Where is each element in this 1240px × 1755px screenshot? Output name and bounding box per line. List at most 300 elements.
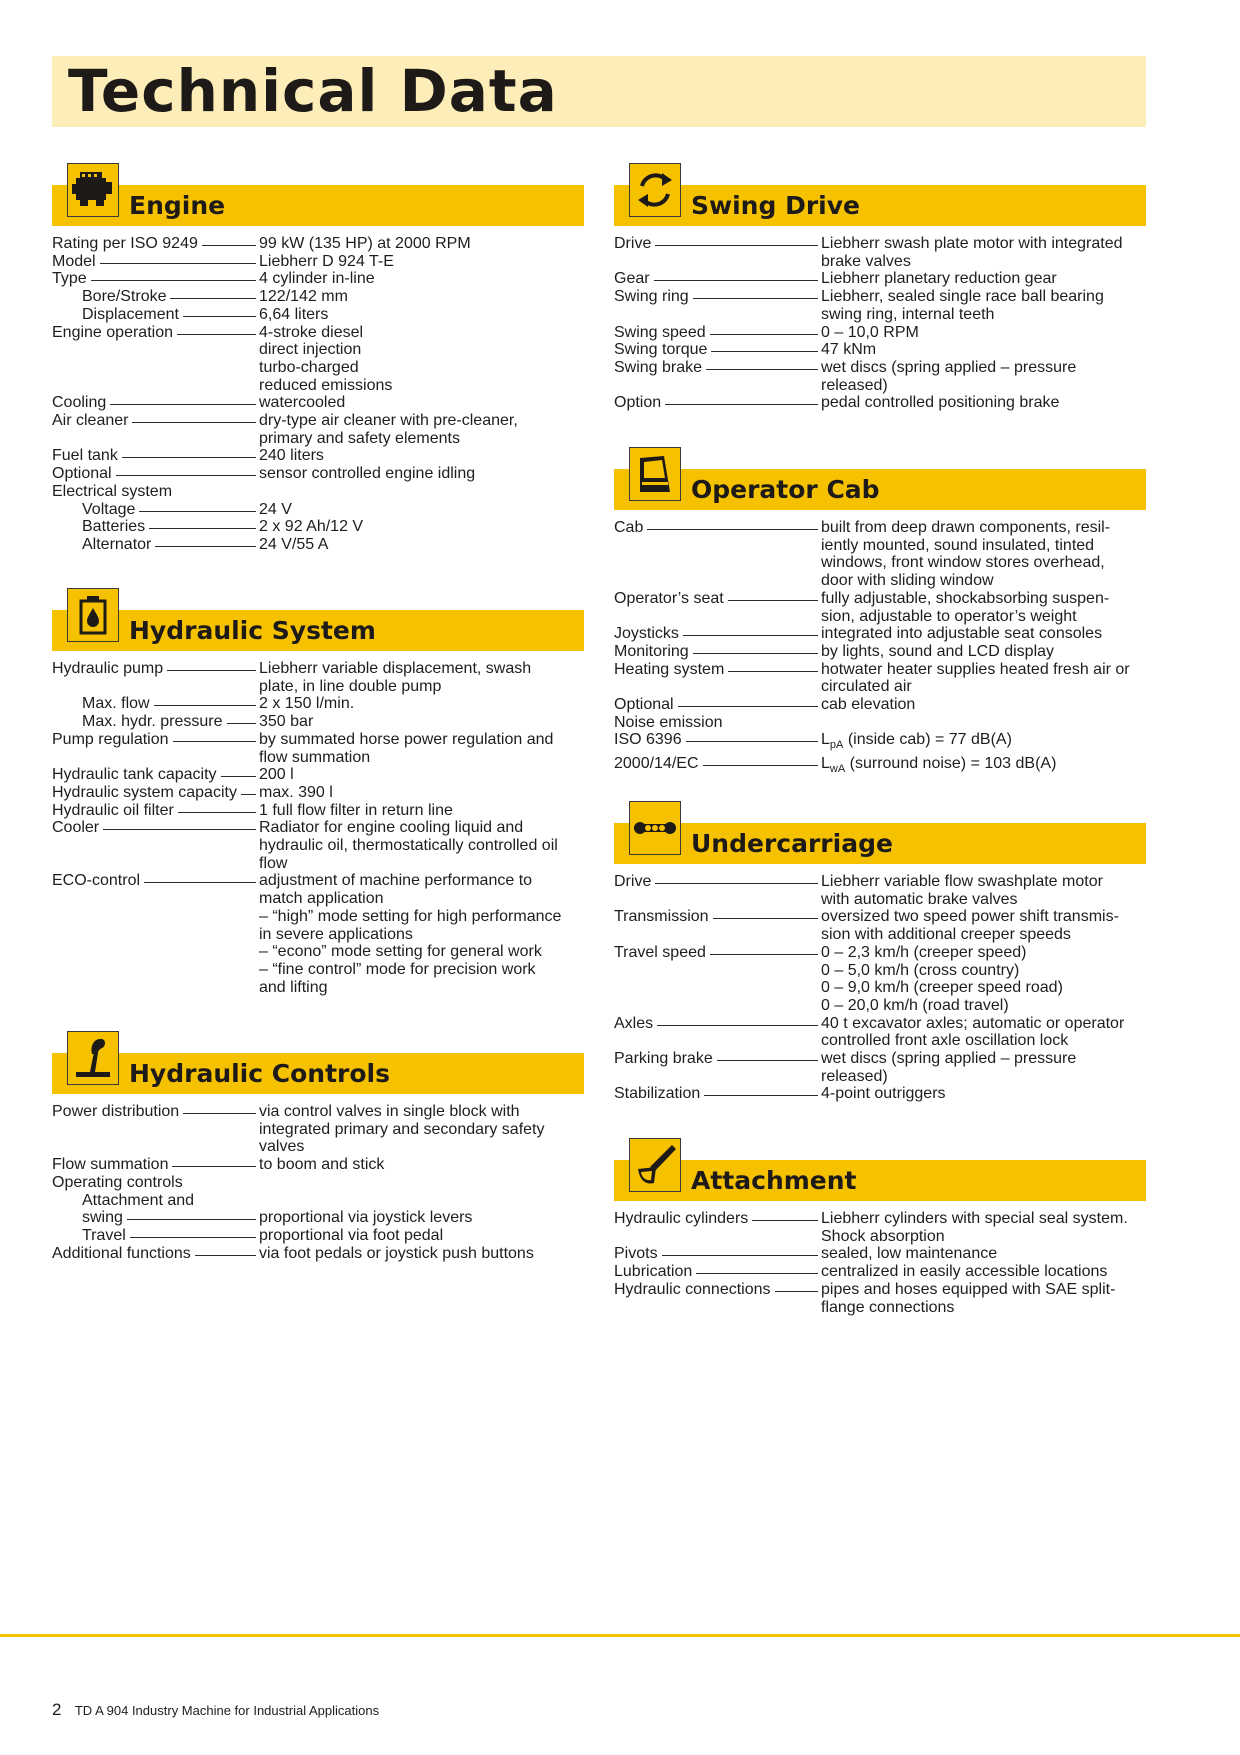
leader-line	[178, 812, 256, 813]
spec-label-cell	[52, 713, 259, 731]
spec-label-cell	[614, 359, 821, 394]
leader-line	[665, 404, 818, 405]
spec-label: Max. flow	[82, 695, 150, 713]
spec-value: 1 full flow filter in return line	[259, 801, 453, 819]
spec-value: 99 kW (135 HP) at 2000 RPM	[259, 235, 471, 252]
leader-line	[728, 600, 818, 601]
spec-value: watercooled	[259, 394, 346, 412]
section-header	[614, 447, 1146, 513]
spec-label: Cooling	[52, 394, 107, 412]
spec-row	[52, 412, 584, 447]
leader-line	[144, 882, 256, 883]
spec-label: Fuel tank	[52, 447, 118, 465]
spec-label: Hydraulic pump	[52, 660, 164, 677]
noise-subscript: wA	[829, 763, 846, 776]
leader-line	[183, 1113, 256, 1114]
leader-line	[173, 741, 256, 742]
spec-label: Hydraulic system capacity	[52, 783, 237, 801]
noise-value: (inside cab) = 77 dB(A)	[843, 731, 1012, 749]
leader-line	[195, 1255, 256, 1256]
leader-line	[704, 1095, 818, 1096]
spec-label-cell	[52, 1227, 259, 1245]
spec-label-cell	[52, 483, 259, 501]
spec-label-cell	[614, 1245, 821, 1263]
leader-line	[775, 1291, 818, 1292]
spec-row	[614, 873, 1146, 908]
spec-row	[614, 714, 1146, 732]
spec-label-cell	[52, 872, 259, 907]
spec-row	[614, 1050, 1146, 1085]
spec-label: Swing speed	[614, 323, 706, 341]
spec-list	[52, 660, 584, 996]
leader-line	[703, 765, 818, 766]
spec-value: integrated into adjustable seat consoles	[821, 625, 1103, 643]
spec-value: 122/142 mm	[259, 288, 348, 306]
spec-value: wet discs (spring applied – pressure released)	[821, 1050, 1077, 1085]
section-hydraulic-controls	[52, 1031, 584, 1262]
spec-row	[614, 288, 1146, 323]
section-undercarriage	[614, 801, 1146, 1103]
spec-value: Liebherr swash plate motor with integrated brake valves	[821, 235, 1123, 270]
spec-label-cell	[52, 943, 259, 961]
spec-label-cell	[52, 270, 259, 288]
spec-row	[52, 1103, 584, 1156]
spec-label: Batteries	[82, 518, 146, 536]
leader-line	[713, 918, 818, 919]
spec-label-cell	[52, 536, 259, 554]
leader-line	[752, 1220, 818, 1221]
spec-label-cell	[52, 1103, 259, 1156]
spec-row	[614, 625, 1146, 643]
bucket-icon	[629, 1138, 681, 1192]
leader-line	[693, 298, 818, 299]
spec-label-cell	[614, 519, 821, 590]
spec-label: ECO-control	[52, 872, 141, 890]
spec-label-cell	[52, 501, 259, 519]
spec-label: Stabilization	[614, 1085, 701, 1103]
section-header	[614, 801, 1146, 867]
section-title: Attachment	[691, 1166, 857, 1195]
spec-label: Swing ring	[614, 288, 689, 306]
spec-row	[614, 643, 1146, 661]
spec-list	[614, 235, 1146, 412]
spec-label-cell	[52, 908, 259, 943]
spec-value: hotwater heater supplies heated fresh air or circulated air	[821, 660, 1130, 696]
spec-label: ISO 6396	[614, 731, 682, 749]
leader-line	[655, 245, 818, 246]
spec-label: Additional functions	[52, 1244, 191, 1262]
spec-label: Type	[52, 270, 87, 288]
spec-label: Rating per ISO 9249	[52, 235, 198, 252]
spec-label-cell	[52, 465, 259, 483]
spec-label: Hydraulic oil filter	[52, 801, 174, 819]
section-header	[614, 163, 1146, 229]
leader-line	[227, 723, 257, 724]
spec-row	[614, 341, 1146, 359]
spec-label: 2000/14/EC	[614, 755, 699, 773]
page-number: 2	[52, 1700, 62, 1719]
spec-list	[614, 1210, 1146, 1316]
spec-value: 6,64 liters	[259, 305, 329, 323]
leader-line	[728, 671, 818, 672]
spec-label-cell	[614, 324, 821, 342]
spec-label: Transmission	[614, 908, 709, 926]
spec-label: Lubrication	[614, 1263, 693, 1281]
spec-value: via control valves in single block with integrated primary and secondary safety valves	[259, 1103, 545, 1156]
spec-value: 4-stroke diesel direct injection turbo-charged reduced emissions	[259, 323, 393, 394]
spec-label: Voltage	[82, 500, 136, 518]
section-title: Engine	[129, 191, 226, 220]
spec-label: Parking brake	[614, 1050, 713, 1068]
noise-value: (surround noise) = 103 dB(A)	[845, 755, 1057, 773]
spec-label: Monitoring	[614, 642, 689, 660]
spec-label: Joysticks	[614, 625, 679, 643]
spec-value	[821, 755, 1146, 779]
section-attachment	[614, 1138, 1146, 1316]
spec-label: Cab	[614, 519, 644, 536]
spec-label-cell	[52, 412, 259, 447]
spec-value: – “high” mode setting for high performance in severe applications	[259, 907, 562, 943]
leader-line	[100, 263, 256, 264]
leader-line	[710, 334, 818, 335]
leader-line	[655, 883, 818, 884]
spec-label-cell	[52, 695, 259, 713]
leader-line	[686, 741, 818, 742]
spec-label-cell	[614, 1281, 821, 1316]
spec-label: Max. hydr. pressure	[82, 713, 223, 731]
spec-row	[52, 253, 584, 271]
leader-line	[711, 351, 818, 352]
spec-label-cell	[614, 696, 821, 714]
spec-value: Liebherr, sealed single race ball bearing swing ring, internal teeth	[821, 288, 1104, 323]
leader-line	[127, 1219, 256, 1220]
leader-line	[654, 280, 818, 281]
spec-label: Displacement	[82, 305, 179, 323]
spec-value: 24 V/55 A	[259, 535, 329, 553]
leader-line	[717, 1060, 818, 1061]
spec-row	[52, 270, 584, 288]
spec-value: Liebherr D 924 T-E	[259, 252, 394, 270]
section-title: Operator Cab	[691, 475, 880, 504]
rotation-arrows-icon	[629, 163, 681, 217]
section-header	[52, 588, 584, 654]
section-title: Hydraulic Controls	[129, 1059, 390, 1088]
spec-row	[52, 306, 584, 324]
spec-label: Swing brake	[614, 358, 703, 376]
spec-label-cell	[52, 306, 259, 324]
spec-label-cell	[614, 1210, 821, 1245]
spec-label-cell	[614, 1085, 821, 1103]
spec-label-cell	[52, 802, 259, 820]
leader-line	[693, 653, 818, 654]
leader-line	[657, 1025, 818, 1026]
spec-value	[821, 714, 1146, 732]
spec-value: Liebherr cylinders with special seal system. Shock absorption	[821, 1210, 1128, 1245]
noise-subscript: pA	[829, 739, 844, 752]
spec-label: Optional	[614, 696, 674, 714]
leader-line	[116, 475, 256, 476]
spec-list	[52, 1103, 584, 1262]
leader-line	[167, 670, 256, 671]
spec-label: Noise emission	[614, 713, 723, 731]
spec-row	[52, 961, 584, 996]
spec-row	[52, 235, 584, 253]
spec-value: proportional via foot pedal	[259, 1226, 444, 1244]
spec-row	[614, 908, 1146, 943]
leader-line	[241, 794, 256, 795]
spec-label-cell	[52, 1174, 259, 1192]
spec-value: wet discs (spring applied – pressure released)	[821, 358, 1077, 394]
spec-label-cell	[614, 755, 821, 779]
spec-value: 47 kNm	[821, 341, 877, 359]
leader-line	[139, 511, 256, 512]
spec-label-cell	[52, 1156, 259, 1174]
spec-value: 240 liters	[259, 447, 324, 465]
spec-row	[52, 394, 584, 412]
spec-row	[614, 235, 1146, 270]
spec-label-cell	[614, 731, 821, 755]
spec-label-cell	[614, 394, 821, 412]
spec-row	[614, 755, 1146, 779]
spec-row	[614, 394, 1146, 412]
spec-row	[614, 696, 1146, 714]
spec-label-cell	[52, 1192, 259, 1210]
section-title: Swing Drive	[691, 191, 860, 220]
spec-row	[614, 1085, 1146, 1103]
spec-value: sealed, low maintenance	[821, 1245, 998, 1263]
spec-row	[614, 944, 1146, 1015]
section-engine	[52, 163, 584, 554]
spec-label: Attachment and	[82, 1191, 195, 1209]
spec-row	[52, 784, 584, 802]
spec-row	[52, 660, 584, 695]
leader-line	[662, 1255, 818, 1256]
leader-line	[177, 334, 256, 335]
title-banner	[52, 56, 1146, 127]
joystick-icon	[67, 1031, 119, 1085]
engine-icon	[67, 163, 119, 217]
undercarriage-icon	[629, 801, 681, 855]
spec-value: Liebherr variable flow swashplate motor with automatic brake valves	[821, 873, 1103, 908]
spec-label: Flow summation	[52, 1156, 169, 1174]
spec-value: dry-type air cleaner with pre-cleaner, primary and safety elements	[259, 412, 518, 447]
spec-label: Optional	[52, 465, 112, 483]
spec-row	[52, 731, 584, 766]
spec-row	[614, 1281, 1146, 1316]
spec-list	[614, 873, 1146, 1103]
spec-value: Liebherr planetary reduction gear	[821, 270, 1057, 288]
spec-label: Hydraulic connections	[614, 1280, 771, 1298]
spec-row	[614, 359, 1146, 394]
leader-line	[172, 1166, 256, 1167]
spec-row	[52, 324, 584, 395]
spec-row	[614, 1263, 1146, 1281]
section-header	[52, 1031, 584, 1097]
spec-value: 24 V	[259, 500, 292, 518]
spec-label-cell	[614, 643, 821, 661]
spec-label-cell	[52, 819, 259, 872]
spec-row	[614, 1015, 1146, 1050]
spec-value: 200 l	[259, 766, 294, 784]
spec-label: Alternator	[82, 535, 152, 553]
spec-value: 4-point outriggers	[821, 1085, 946, 1103]
spec-label: Travel speed	[614, 943, 706, 961]
spec-row	[52, 501, 584, 519]
spec-label: Pivots	[614, 1245, 658, 1263]
spec-label-cell	[52, 961, 259, 996]
spec-row	[52, 872, 584, 907]
section-operator-cab	[614, 447, 1146, 779]
leader-line	[183, 316, 256, 317]
spec-value: to boom and stick	[259, 1156, 385, 1174]
spec-row	[52, 465, 584, 483]
spec-label: Electrical system	[52, 482, 173, 500]
leader-line	[155, 546, 256, 547]
spec-label-cell	[614, 1050, 821, 1085]
spec-label-cell	[52, 253, 259, 271]
spec-label: Drive	[614, 235, 652, 252]
spec-label: Pump regulation	[52, 730, 169, 748]
spec-row	[614, 1245, 1146, 1263]
spec-label: Swing torque	[614, 341, 708, 359]
spec-label: Cooler	[52, 819, 100, 837]
leader-line	[678, 706, 818, 707]
leader-line	[103, 829, 256, 830]
leader-line	[170, 298, 256, 299]
spec-label-cell	[614, 625, 821, 643]
spec-row	[52, 518, 584, 536]
footer-divider	[0, 1634, 1240, 1637]
spec-value: 2 x 92 Ah/12 V	[259, 518, 364, 536]
spec-label: Axles	[614, 1014, 654, 1032]
spec-label: Operating controls	[52, 1173, 183, 1191]
page-title: Technical Data	[68, 57, 558, 125]
spec-row	[52, 288, 584, 306]
spec-label-cell	[614, 590, 821, 625]
section-header	[614, 1138, 1146, 1204]
spec-row	[52, 695, 584, 713]
spec-value: 4 cylinder in-line	[259, 270, 375, 288]
spec-row	[52, 713, 584, 731]
section-header	[52, 163, 584, 229]
spec-label-cell	[614, 341, 821, 359]
footer-text: TD A 904 Industry Machine for Industrial Applications	[74, 1703, 380, 1718]
spec-label-cell	[52, 784, 259, 802]
spec-value	[821, 731, 1146, 755]
spec-label-cell	[52, 518, 259, 536]
spec-value: max. 390 l	[259, 783, 333, 801]
spec-value: 350 bar	[259, 713, 314, 731]
spec-value: 40 t excavator axles; automatic or operator controlled front axle oscillation lock	[821, 1014, 1125, 1050]
leader-line	[683, 635, 818, 636]
spec-value: Liebherr variable displacement, swash plate, in line double pump	[259, 660, 532, 695]
spec-label-cell	[52, 660, 259, 695]
spec-label-cell	[52, 447, 259, 465]
section-title: Hydraulic System	[129, 616, 376, 645]
spec-label: Engine operation	[52, 323, 173, 341]
spec-row	[52, 1245, 584, 1263]
spec-value: centralized in easily accessible locations	[821, 1263, 1108, 1281]
spec-row	[52, 766, 584, 784]
spec-label: Option	[614, 394, 662, 412]
spec-label: Drive	[614, 873, 652, 890]
spec-label-cell	[614, 270, 821, 288]
spec-value: via foot pedals or joystick push buttons	[259, 1244, 534, 1262]
leader-line	[130, 1237, 256, 1238]
spec-label-cell	[614, 714, 821, 732]
spec-row	[52, 1192, 584, 1210]
spec-value: oversized two speed power shift transmis- sion with additional creeper speeds	[821, 908, 1119, 944]
spec-value	[259, 483, 584, 501]
spec-label: Heating system	[614, 660, 725, 678]
spec-value: fully adjustable, shockabsorbing suspen- sion, adjustable to operator’s weight	[821, 589, 1110, 625]
spec-label-cell	[52, 324, 259, 395]
spec-label-cell	[52, 1209, 259, 1227]
leader-line	[122, 457, 256, 458]
spec-label-cell	[614, 288, 821, 323]
spec-value: – “fine control” mode for precision work and lifting	[259, 960, 536, 996]
spec-label-cell	[614, 873, 821, 908]
leader-line	[132, 422, 256, 423]
spec-value: 0 – 10,0 RPM	[821, 323, 919, 341]
spec-label: Travel	[82, 1226, 126, 1244]
footer	[52, 1700, 379, 1720]
section-swing-drive	[614, 163, 1146, 412]
spec-list	[614, 519, 1146, 779]
spec-value: – “econo” mode setting for general work	[259, 943, 542, 961]
spec-list	[52, 235, 584, 554]
leader-line	[706, 369, 818, 370]
spec-value: pedal controlled positioning brake	[821, 394, 1060, 412]
spec-label-cell	[52, 394, 259, 412]
spec-row	[614, 1210, 1146, 1245]
section-hydraulic-system	[52, 588, 584, 996]
spec-row	[52, 1209, 584, 1227]
spec-label-cell	[52, 288, 259, 306]
spec-label: Bore/Stroke	[82, 288, 167, 306]
spec-value: proportional via joystick levers	[259, 1209, 473, 1227]
spec-row	[52, 1227, 584, 1245]
cab-icon	[629, 447, 681, 501]
spec-row	[614, 590, 1146, 625]
spec-row	[52, 908, 584, 943]
spec-label: Hydraulic tank capacity	[52, 766, 217, 784]
spec-label-cell	[614, 1015, 821, 1050]
leader-line	[647, 529, 818, 530]
noise-symbol: L	[821, 755, 830, 773]
spec-row	[52, 447, 584, 465]
spec-value: sensor controlled engine idling	[259, 465, 476, 483]
spec-label: Air cleaner	[52, 412, 129, 430]
spec-value	[259, 1192, 584, 1210]
spec-row	[614, 661, 1146, 696]
spec-value: by lights, sound and LCD display	[821, 642, 1055, 660]
spec-value	[259, 1174, 584, 1192]
spec-value: adjustment of machine performance to match application	[259, 872, 533, 908]
hydraulic-oil-icon	[67, 588, 119, 642]
spec-label: Operator’s seat	[614, 589, 724, 607]
spec-row	[614, 731, 1146, 755]
spec-row	[52, 802, 584, 820]
spec-label-cell	[614, 908, 821, 943]
spec-row	[52, 1156, 584, 1174]
spec-row	[52, 943, 584, 961]
spec-label: Gear	[614, 270, 650, 288]
spec-row	[614, 324, 1146, 342]
spec-value: by summated horse power regulation and flow summation	[259, 730, 554, 766]
section-title: Undercarriage	[691, 829, 893, 858]
spec-row	[614, 519, 1146, 590]
